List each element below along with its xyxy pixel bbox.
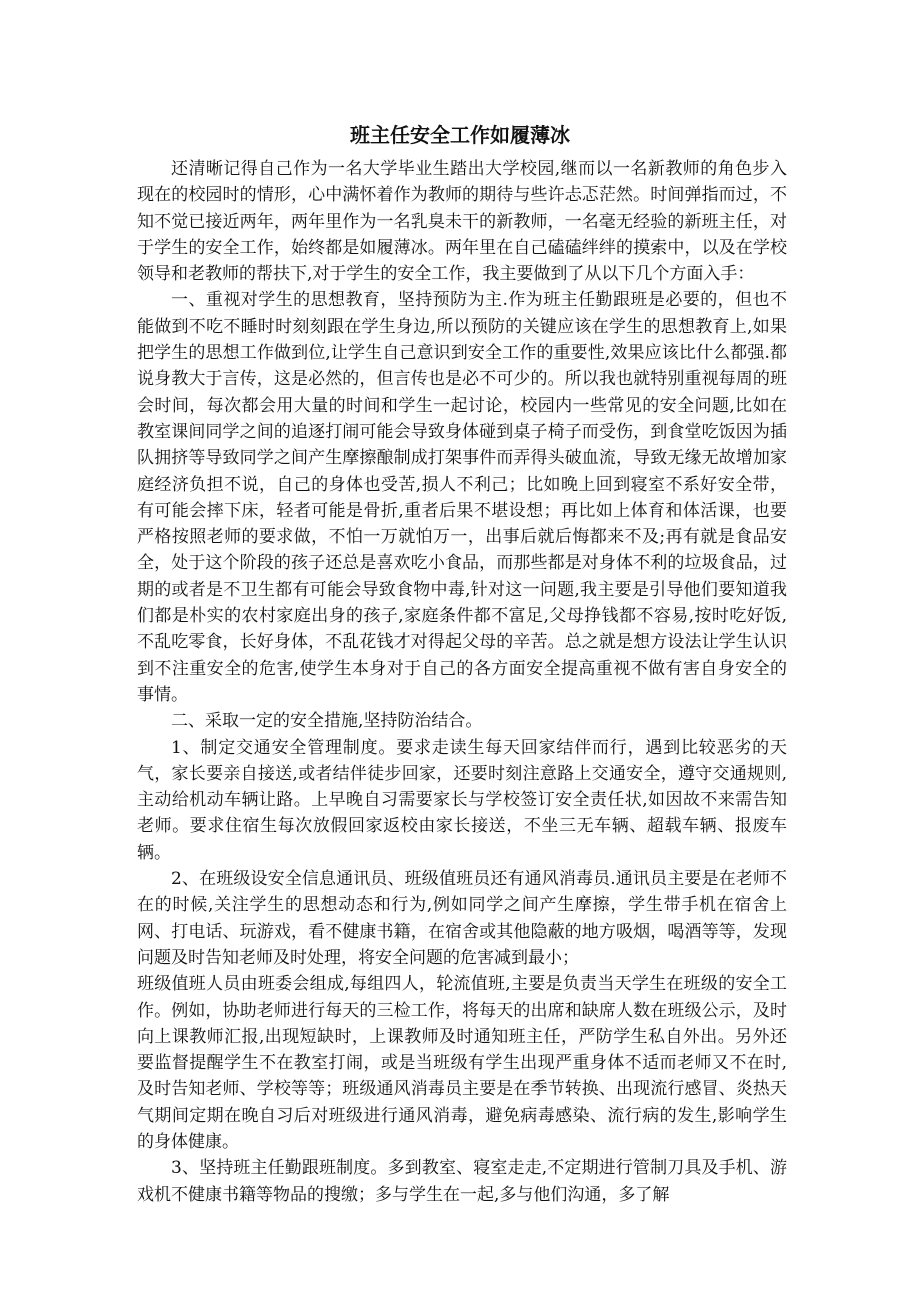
paragraph-intro: 还清晰记得自己作为一名大学毕业生踏出大学校园,继而以一名新教师的角色步入现在的校园时的情形，心中满怀着作为教师的期待与些许忐忑茫然。时间弹指而过，不知不觉已接近两年，两年里作为一名乳臭未干的新教师，一名毫无经验的新班主任，对于学生的安全工作，始终都是如履薄冰。两年里在自己磕磕绊绊的摸索中，以及在学校领导和老教师的帮扶下,对于学生的安全工作，我主要做到了从以下几个方面入手： (137, 159, 787, 285)
paragraph-section-1: 一、重视对学生的思想教育，坚持预防为主.作为班主任勤跟班是必要的，但也不能做到不吃不睡时时刻刻跟在学生身边,所以预防的关键应该在学生的思想教育上,如果把学生的思想工作做到位,让学生自己意识到安全工作的重要性,效果应该比什么都强.都说身教大于言传，这是必然的，但言传也是必不可少的。所以我也就特别重视每周的班会时间，每次都会用大量的时间和学生一起讨论，校园内一些常见的安全问题,比如在教室课间同学之间的追逐打闹可能会导致身体碰到桌子椅子而受伤，到食堂吃饭因为插队拥挤等导致同学之间产生摩擦酿制成打架事件而弄得头破血流，导致无缘无故增加家庭经济负担不说，自己的身体也受苦,损人不利己；比如晚上回到寝室不系好安全带，有可能会摔下床，轻者可能是骨折,重者后果不堪设想；再比如上体育和体活课，也要严格按照老师的要求做，不怕一万就怕万一，出事后就后悔都来不及;再有就是食品安全，处于这个阶段的孩子还总是喜欢吃小食品，而那些都是对身体不利的垃圾食品，过期的或者是不卫生都有可能会导致食物中毒,针对这一问题,我主要是引导他们要知道我们都是朴实的农村家庭出身的孩子,家庭条件都不富足,父母挣钱都不容易,按时吃好饭,不乱吃零食，长好身体，不乱花钱才对得起父母的辛苦。总之就是想方设法让学生认识到不注重安全的危害,使学生本身对于自己的各方面安全提高重视不做有害自身安全的事情。 (137, 290, 787, 705)
document-body (137, 156, 787, 1208)
paragraph-section-2-heading: 二、采取一定的安全措施,坚持防治结合。 (171, 711, 483, 732)
paragraph-item-3: 3、坚持班主任勤跟班制度。多到教室、寝室走走,不定期进行管制刀具及手机、游戏机不健康书籍等物品的搜缴；多与学生在一起,多与他们沟通，多了解 (137, 1158, 787, 1205)
document-title: 班主任安全工作如履薄冰 (350, 123, 570, 147)
paragraph-item-1: 1、制定交通安全管理制度。要求走读生每天回家结伴而行，遇到比较恶劣的天气，家长要亲自接送,或者结伴徒步回家，还要时刻注意路上交通安全，遵守交通规则,主动给机动车辆让路。上早晚自习需要家长与学校签订安全责任状,如因故不来需告知老师。要求住宿生每次放假回家返校由家长接送，不坐三无车辆、超载车辆、报废车辆。 (137, 737, 787, 863)
paragraph-item-2: 2、在班级设安全信息通讯员、班级值班员还有通风消毒员.通讯员主要是在老师不在的时候,关注学生的思想动态和行为,例如同学之间产生摩擦，学生带手机在宿舍上网、打电话、玩游戏，看不健康书籍，在宿舍或其他隐蔽的地方吸烟，喝酒等等，发现问题及时告知老师及时处理，将安全问题的危害减到最小； (137, 869, 787, 968)
paragraph-item-2-continued: 班级值班人员由班委会组成,每组四人，轮流值班,主要是负责当天学生在班级的安全工作。例如，协助老师进行每天的三检工作，将每天的出席和缺席人数在班级公示，及时向上课教师汇报,出现短缺时，上课教师及时通知班主任，严防学生私自外出。另外还要监督提醒学生不在教室打闹，或是当班级有学生出现严重身体不适而老师又不在时,及时告知老师、学校等等；班级通风消毒员主要是在季节转换、出现流行感冒、炎热天气期间定期在晚自习后对班级进行通风消毒，避免病毒感染、流行病的发生,影响学生的身体健康。 (137, 974, 787, 1152)
